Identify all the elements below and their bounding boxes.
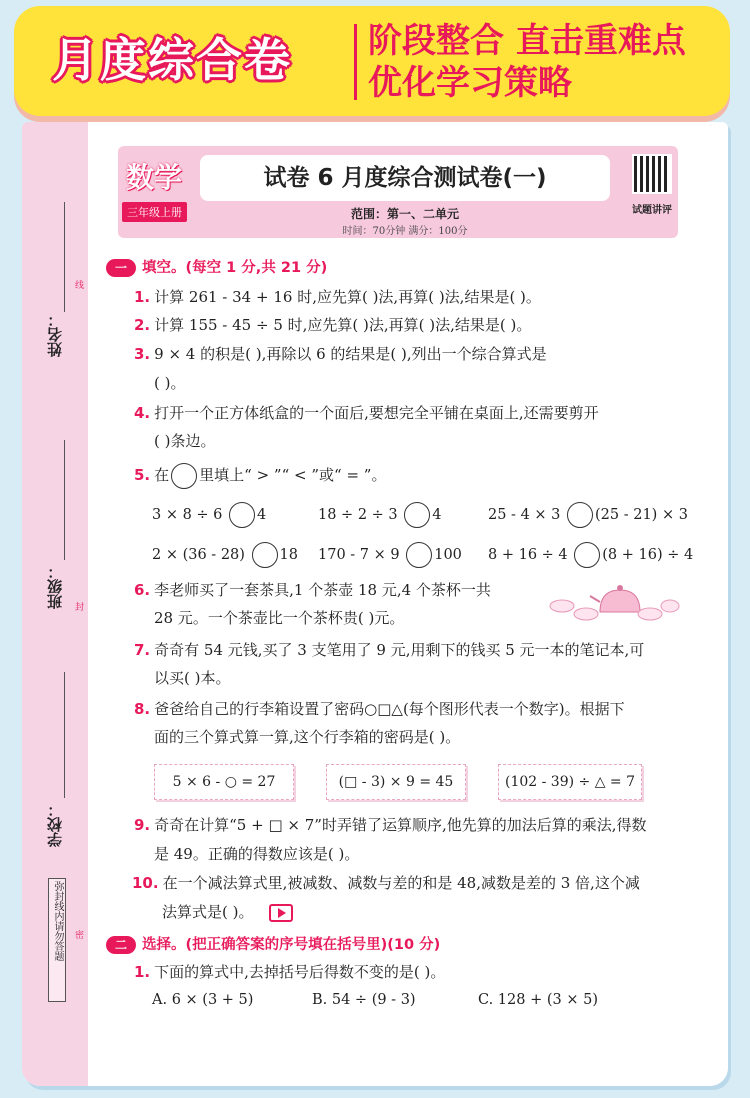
name-line[interactable] (64, 202, 65, 312)
section2-badge: 二 (106, 936, 136, 954)
seal-dot-xian: 线 (75, 281, 85, 291)
question-text: 奇奇有 54 元钱,买了 3 支笔用了 9 元,用剩下的钱买 5 元一本的笔记本,可 (154, 641, 645, 659)
class-label: 班级： (46, 564, 64, 609)
question-number: 3. (134, 345, 151, 363)
binding-sidebar (22, 122, 88, 1086)
choice-c: C. 128 + (3 × 5) (478, 992, 598, 1008)
question-9-line2: 是 49。正确的得数应该是( )。 (154, 845, 360, 863)
question-text: 李老师买了一套茶具,1 个茶壶 18 元,4 个茶杯一共 (154, 581, 491, 599)
compare-expr-5 (318, 540, 462, 570)
expr-left: 170 - 7 × 9 (318, 547, 400, 563)
question-10-line2 (162, 897, 293, 927)
exam-scope: 范围：第一、二单元 (350, 207, 459, 221)
seal-notice-text: 弥封线内请勿答题 (52, 881, 63, 961)
compare-circle (171, 463, 197, 489)
question-number: 7. (134, 641, 151, 659)
question-text: 下面的算式中,去掉括号后得数不变的是( )。 (154, 963, 446, 981)
compare-expr-4 (152, 540, 298, 570)
question-text: 9 × 4 的积是( ),再除以 6 的结果是( ),列出一个综合算式是 (154, 345, 547, 363)
expr-left: 18 ÷ 2 ÷ 3 (318, 507, 398, 523)
seal-dot-feng: 封 (75, 603, 85, 613)
name-label: 姓名： (46, 312, 64, 357)
exam-header (118, 146, 678, 238)
equation-triangle: (102 - 39) ÷ △ = 7 (498, 764, 642, 800)
answer-circle[interactable] (229, 502, 255, 528)
question-1 (134, 282, 541, 312)
qr-code-icon[interactable] (632, 154, 672, 194)
question-text: 计算 261 - 34 + 16 时,应先算( )法,再算( )法,结果是( )。 (154, 288, 541, 306)
exam-title: 试卷 6 月度综合测试卷(一) (200, 155, 610, 201)
section2-heading-text: 选择。(把正确答案的序号填在括号里)(10 分) (142, 937, 441, 953)
answer-circle[interactable] (567, 502, 593, 528)
expr-right: (25 - 21) × 3 (595, 507, 688, 523)
question-10 (132, 868, 640, 898)
exam-time-info: 时间：70分钟 满分：100分 (342, 226, 468, 237)
equation-circle: 5 × 6 - ○ = 27 (154, 764, 294, 800)
expr-right: 4 (432, 507, 442, 523)
question-text: 在一个减法算式里,被减数、减数与差的和是 48,减数是差的 3 倍,这个减 (162, 874, 640, 892)
question-2 (134, 310, 531, 340)
banner-slogan-line2: 优化学习策略 (368, 63, 572, 103)
section1-badge: 一 (106, 259, 136, 277)
compare-expr-6 (488, 540, 693, 570)
question-8 (134, 694, 625, 724)
video-play-icon[interactable] (269, 904, 293, 922)
question-text: 爸爸给自己的行李箱设置了密码○□△(每个图形代表一个数字)。根据下 (154, 700, 625, 718)
school-label: 学校： (46, 802, 64, 847)
choice-a: A. 6 × (3 + 5) (152, 992, 254, 1008)
question-number: 5. (134, 466, 151, 484)
question-7-line2: 以买( )本。 (154, 669, 231, 687)
question-4 (134, 398, 599, 428)
compare-expr-2 (318, 500, 441, 530)
expr-right: (8 + 16) ÷ 4 (602, 547, 694, 563)
banner-slogan-line1: 阶段整合 直击重难点 (368, 21, 686, 61)
seal-notice (48, 878, 66, 1002)
question-7 (134, 635, 644, 665)
question-3-line2: ( )。 (154, 374, 186, 392)
question-5 (134, 460, 386, 490)
question-3 (134, 339, 547, 369)
question-number: 2. (134, 316, 151, 334)
section1-heading (106, 256, 327, 277)
question-text: 打开一个正方体纸盒的一个面后,要想完全平铺在桌面上,还需要剪开 (154, 404, 599, 422)
question-6 (134, 575, 491, 605)
school-line[interactable] (64, 672, 65, 798)
question-text: 计算 155 - 45 ÷ 5 时,应先算( )法,再算( )法,结果是( )。 (154, 316, 532, 334)
question-text: 法算式是( )。 (162, 903, 254, 921)
banner-slogan (368, 20, 686, 104)
question-text-pre: 在 (154, 466, 170, 484)
question-text-post: 里填上“ > ”“ < ”或“ = ”。 (199, 466, 387, 484)
top-banner (14, 6, 730, 116)
banner-divider (354, 24, 357, 100)
expr-left: 2 × (36 - 28) (152, 547, 245, 563)
question-number: 4. (134, 404, 151, 422)
section1-heading-text: 填空。(每空 1 分,共 21 分) (142, 260, 328, 276)
expr-right: 18 (279, 547, 298, 563)
equation-square: (□ - 3) × 9 = 45 (326, 764, 466, 800)
question-6-line2: 28 元。一个茶壶比一个茶杯贵( )元。 (154, 609, 405, 627)
question-number: 1. (134, 963, 151, 981)
question-number: 9. (134, 816, 151, 834)
choice-question-1 (134, 957, 445, 987)
question-4-line2: ( )条边。 (154, 432, 216, 450)
teaset-illustration (548, 580, 680, 622)
question-number: 10. (132, 874, 159, 892)
section2-heading (106, 933, 440, 954)
question-number: 1. (134, 288, 151, 306)
seal-dot-mi: 密 (75, 931, 85, 941)
exam-paper (22, 122, 728, 1086)
question-9 (134, 810, 647, 840)
answer-circle[interactable] (252, 542, 278, 568)
expr-left: 8 + 16 ÷ 4 (488, 547, 568, 563)
expr-left: 25 - 4 × 3 (488, 507, 561, 523)
expr-right: 4 (257, 507, 267, 523)
compare-expr-3 (488, 500, 688, 530)
choice-b: B. 54 ÷ (9 - 3) (312, 992, 416, 1008)
question-number: 8. (134, 700, 151, 718)
banner-title: 月度综合卷 (52, 33, 292, 87)
question-8-line2: 面的三个算式算一算,这个行李箱的密码是( )。 (154, 728, 461, 746)
subject-label: 数学 (126, 161, 183, 194)
grade-label: 三年级上册 (122, 202, 187, 222)
answer-circle[interactable] (406, 542, 432, 568)
class-line[interactable] (64, 440, 65, 560)
question-number: 6. (134, 581, 151, 599)
answer-circle[interactable] (404, 502, 430, 528)
expr-left: 3 × 8 ÷ 6 (152, 507, 223, 523)
compare-expr-1 (152, 500, 266, 530)
password-equations (154, 764, 654, 804)
answer-circle[interactable] (574, 542, 600, 568)
question-text: 奇奇在计算“5 + □ × 7”时弄错了运算顺序,他先算的加法后算的乘法,得数 (154, 816, 647, 834)
expr-right: 100 (434, 547, 462, 563)
qr-label: 试题讲评 (632, 205, 672, 216)
